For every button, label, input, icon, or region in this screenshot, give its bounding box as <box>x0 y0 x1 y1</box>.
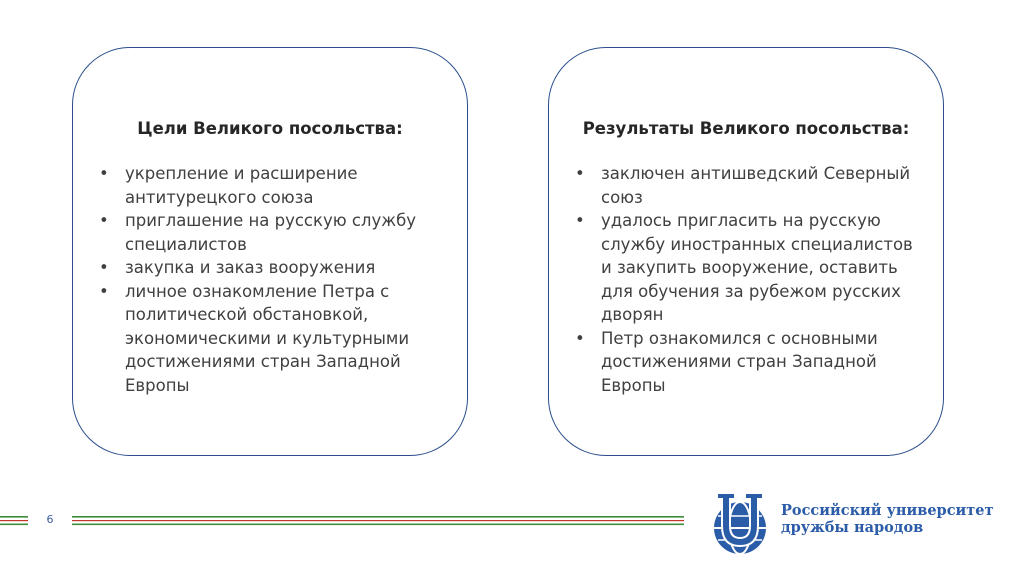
logo-line-2: дружбы народов <box>781 519 924 536</box>
footer-stripe-left-red <box>0 520 28 521</box>
list-item: • заключен антишведский Северный союз <box>575 162 925 209</box>
globe-icon <box>706 492 778 556</box>
logo-text <box>781 502 993 536</box>
logo-line-1: Российский университет <box>781 502 994 519</box>
list-item: • личное ознакомление Петра с политической обстановкой, экономическими и культурными достижениями стран Западной Европы <box>99 280 449 398</box>
list-item: • закупка и заказ вооружения <box>99 256 449 280</box>
footer-stripe-main-green-2 <box>72 524 684 526</box>
results-list <box>575 162 925 397</box>
results-title: Результаты Великого посольства: <box>582 119 910 138</box>
page-number: 6 <box>46 513 54 526</box>
list-item: • Петр ознакомился с основными достижениями стран Западной Европы <box>575 327 925 398</box>
university-logo <box>706 492 1006 556</box>
goals-list <box>99 162 449 397</box>
footer-stripe-left-green <box>0 516 28 518</box>
goals-title: Цели Великого посольства: <box>137 119 403 138</box>
list-item: • приглашение на русскую службу специалистов <box>99 209 449 256</box>
results-card <box>548 47 944 456</box>
footer-stripe-left-green-2 <box>0 524 28 526</box>
footer-stripe-main-red <box>72 520 684 521</box>
footer-stripe-main-green <box>72 516 684 518</box>
list-item: • удалось пригласить на русскую службу иностранных специалистов и закупить вооружение, оставить для обучения за рубежом русских дворян <box>575 209 925 327</box>
goals-card <box>72 47 468 456</box>
list-item: • укрепление и расширение антитурецкого союза <box>99 162 449 209</box>
